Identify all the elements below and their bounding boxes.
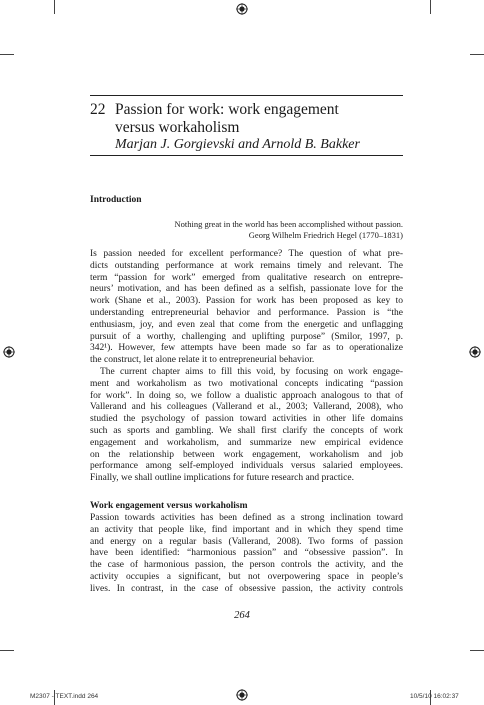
slug-filename: M2307 - TEXT.indd 264 [30, 693, 99, 700]
registration-mark-icon [236, 689, 248, 701]
registration-mark-icon [469, 346, 481, 358]
registration-mark-icon [236, 3, 248, 15]
text-line: lives. In contrast, in the case of obsessive passion, the activity controls [90, 583, 403, 594]
text-line: on the relationship between work engagement, workaholism and job [90, 449, 403, 460]
text-line: the case of harmonious passion, the person controls the activity, and the [90, 560, 403, 571]
epigraph-quote: Nothing great in the world has been accomplished without passion. [174, 219, 403, 229]
crop-mark [0, 650, 14, 651]
text-line: understanding entrepreneurial behavior and performance. Passion is “the [90, 307, 403, 318]
text-line: pursuit of a worthy, challenging and uplifting purpose” (Smilor, 1997, p. [90, 331, 403, 342]
page-number: 264 [234, 610, 250, 621]
text-line: studied the psychology of passion toward activities in other life domains [90, 414, 403, 425]
crop-mark [470, 54, 484, 55]
text-line: work (Shane et al., 2003). Passion for work has been proposed as key to [90, 296, 403, 307]
text-line: for work”. In doing so, we follow a dualistic approach analogous to that of [90, 390, 403, 401]
text-line: enthusiasm, joy, and even zeal that come from the energetic and unflagging [90, 319, 403, 330]
crop-mark [54, 0, 55, 14]
text-line: neurs’ motivation, and has been defined as a selfish, passionate love for the [90, 284, 403, 295]
text-line: Finally, we shall outline implications for future research and practice. [90, 473, 354, 484]
paragraph [90, 249, 403, 485]
section-heading-introduction: Introduction [90, 195, 142, 205]
epigraph-source: Georg Wilhelm Friedrich Hegel (1770–1831) [248, 230, 403, 240]
chapter-title-line: versus workaholism [115, 119, 240, 136]
section-heading-work-engagement: Work engagement versus workaholism [90, 501, 248, 511]
text-line: the construct, let alone relate it to entrepreneurial behavior. [90, 355, 315, 366]
text-line: ment and workaholism as two motivational concepts indicating “passion [90, 378, 403, 389]
text-line: performance among self-employed individuals versus salaried employees. [90, 461, 403, 472]
text-line: have been identified: “harmonious passion” and “obsessive passion”. In [90, 548, 403, 559]
text-line: engagement and workaholism, and summarize new empirical evidence [90, 437, 403, 448]
crop-mark [470, 650, 484, 651]
text-line: 342¹). However, few attempts have been made so far as to operationalize [90, 343, 403, 354]
chapter-authors: Marjan J. Gorgievski and Arnold B. Bakker [115, 137, 360, 152]
chapter-title-line: Passion for work: work engagement [115, 101, 339, 118]
registration-mark-icon [3, 346, 15, 358]
text-line: and energy on a regular basis (Vallerand, 2008). Two forms of passion [90, 536, 403, 547]
text-line: Passion towards activities has been defined as a strong inclination toward [90, 513, 403, 523]
text-line: activity occupies a significant, but not overpowering space in people’s [90, 571, 403, 582]
chapter-bottom-rule [90, 155, 403, 156]
paragraph [90, 513, 403, 596]
chapter-number: 22 [90, 101, 106, 118]
text-line: Vallerand and his colleagues (Vallerand et al., 2003; Vallerand, 2008), who [90, 402, 403, 413]
text-line: dicts outstanding performance at work remains timely and relevant. The [90, 260, 403, 271]
epigraph [174, 219, 403, 241]
text-line: term “passion for work” emerged from qualitative research on entrepre- [90, 272, 403, 283]
slug-timestamp: 10/5/10 16:02:37 [410, 693, 459, 700]
chapter-top-rule [90, 95, 403, 96]
text-line: an activity that people like, find important and in which they spend time [90, 524, 403, 535]
text-line: such as sports and gambling. We shall first clarify the concepts of work [90, 425, 403, 436]
text-line: Is passion needed for excellent performance? The question of what pre- [90, 249, 403, 259]
crop-mark [0, 54, 14, 55]
text-line: The current chapter aims to fill this void, by focusing on work engage- [100, 366, 403, 377]
crop-mark [430, 0, 431, 14]
